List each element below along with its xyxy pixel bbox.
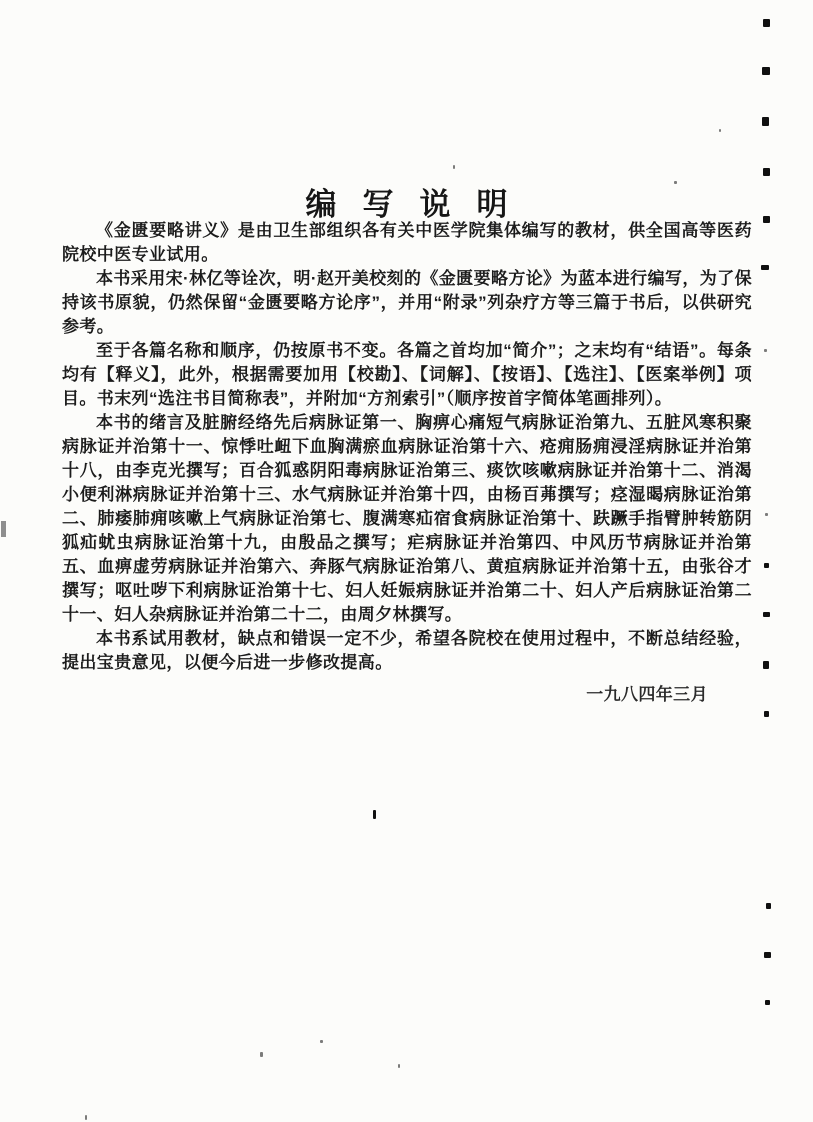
scan-speck: [762, 117, 769, 126]
paragraph-intro: 《金匮要略讲义》是由卫生部组织各有关中医学院集体编写的教材，供全国高等医药院校中医专业试用。: [62, 221, 752, 264]
scan-speck: [674, 181, 677, 184]
paragraph-closing: 本书系试用教材，缺点和错误一定不少，希望各院校在使用过程中，不断总结经验，提出宝贵意见，以便今后进一步修改提高。: [62, 629, 752, 672]
scan-speck: [373, 810, 376, 819]
paragraph-structure: 至于各篇名称和顺序，仍按原书不变。各篇之首均加“简介”；之末均有“结语”。每条均有【释义】，此外，根据需要加用【校勘】、【词解】、【按语】、【选注】、【医案举例】项目。书末列“选注书目简称表”，并附加“方剂索引”（顺序按首字简体笔画排列）。: [62, 341, 752, 408]
scan-speck: [763, 661, 769, 669]
scan-speck: [763, 19, 770, 27]
scan-speck: [85, 1115, 87, 1120]
scan-speck: [320, 1040, 323, 1043]
scan-speck: [1, 521, 6, 537]
scan-speck: [398, 1064, 400, 1068]
paragraph-source-edition: 本书采用宋·林亿等诠次，明·赵开美校刻的《金匮要略方论》为蓝本进行编写，为了保持该书原貌，仍然保留“金匮要略方论序”，并用“附录”列杂疗方等三篇于书后，以供研究参考。: [62, 269, 752, 336]
scan-speck: [260, 1052, 263, 1057]
scan-speck: [764, 563, 769, 568]
paragraph-authors: 本书的绪言及脏腑经络先后病脉证第一、胸痹心痛短气病脉证治第九、五脏风寒积聚病脉证并治第十一、惊悸吐衄下血胸满瘀血病脉证治第十六、疮痈肠痈浸淫病脉证并治第十八，由李克光撰写；百合狐惑阴阳毒病脉证治第三、痰饮咳嗽病脉证并治第十二、消渴小便利淋病脉证并治第十三、水气病脉证并治第十四，由杨百茀撰写；痉湿暍病脉证治第二、肺痿肺痈咳嗽上气病脉证治第七、腹满寒疝宿食病脉证治第十、趺蹶手指臂肿转筋阴狐疝蚘虫病脉证治第十九，由殷品之撰写；疟病脉证并治第四、中风历节病脉证并治第五、血痹虚劳病脉证并治第六、奔豚气病脉证治第八、黄疸病脉证并治第十五，由张谷才撰写；呕吐哕下利病脉证治第十七、妇人妊娠病脉证并治第二十、妇人产后病脉证治第二十一、妇人杂病脉证并治第二十二，由周夕林撰写。: [62, 413, 752, 624]
document-body: [62, 219, 752, 707]
scan-speck: [764, 711, 769, 717]
scan-speck: [765, 513, 768, 516]
scan-speck: [764, 952, 771, 958]
scan-speck: [453, 165, 455, 169]
scan-speck: [763, 216, 770, 223]
scan-speck: [763, 612, 770, 617]
page-title: 编写说明: [305, 186, 534, 222]
scan-speck: [719, 129, 721, 132]
scan-speck: [765, 1000, 770, 1005]
scan-speck: [761, 265, 769, 270]
scan-speck: [762, 67, 770, 75]
scan-speck: [764, 349, 767, 352]
scan-speck: [766, 903, 771, 909]
scan-speck: [763, 168, 770, 176]
publication-date: 一九八四年三月: [586, 685, 708, 704]
